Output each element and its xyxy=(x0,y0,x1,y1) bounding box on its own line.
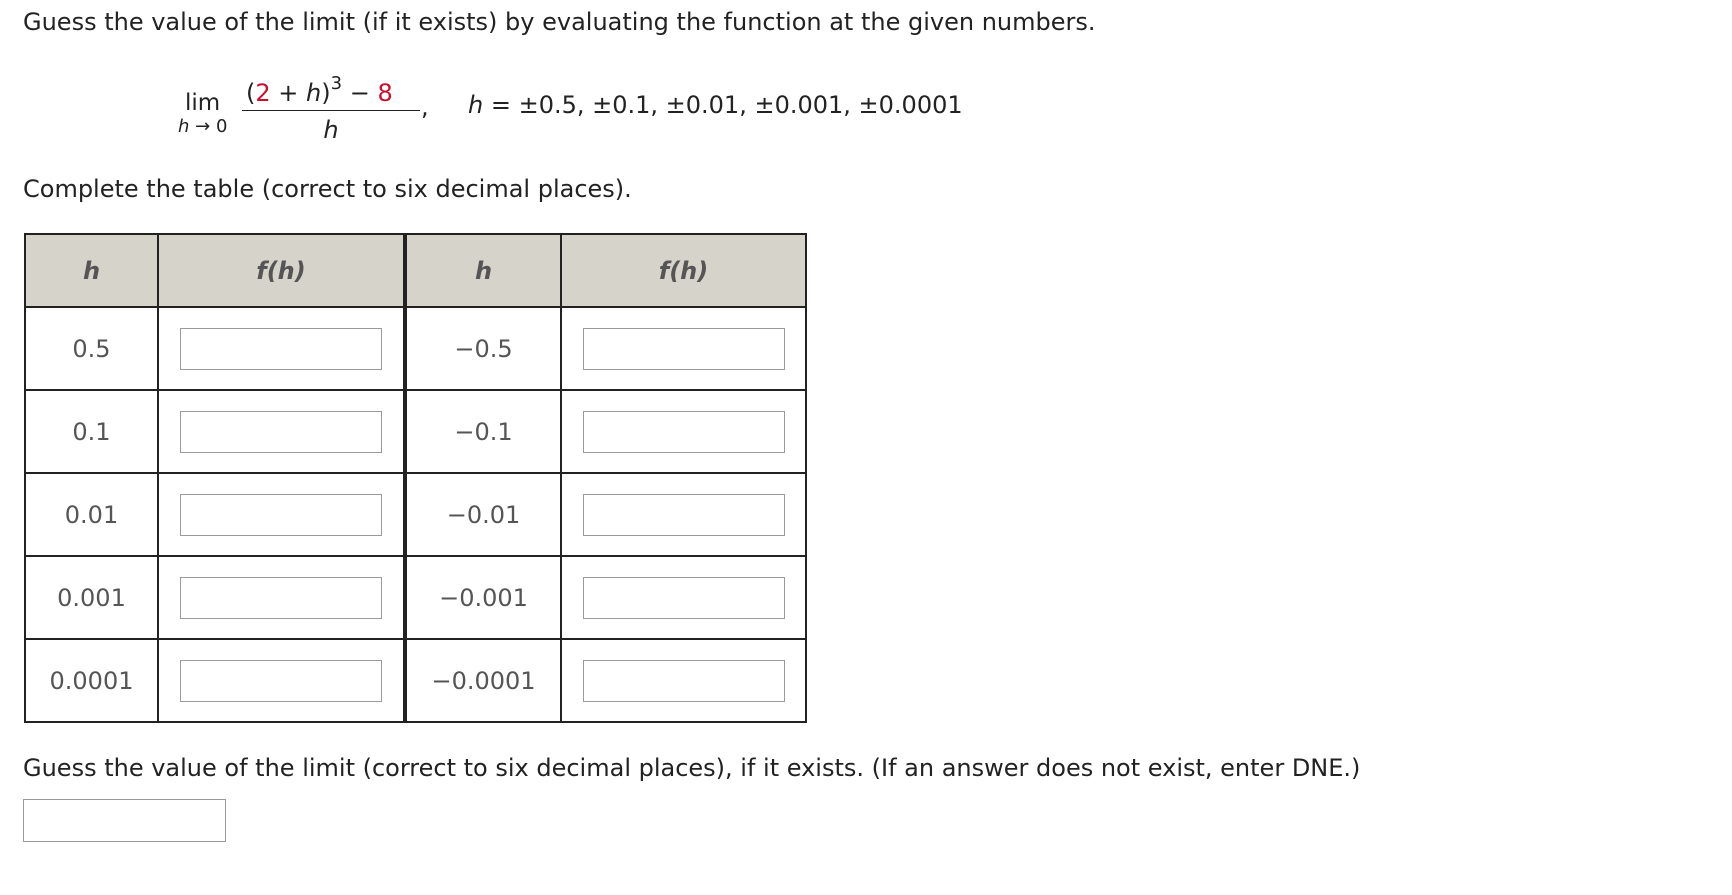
h-positive-value: 0.0001 xyxy=(25,639,158,722)
fh-negative-cell xyxy=(561,473,806,556)
fh-positive-input[interactable] xyxy=(180,577,382,619)
h-negative-value: −0.0001 xyxy=(405,639,561,722)
values-table xyxy=(24,233,807,723)
h-negative-value: −0.1 xyxy=(405,390,561,473)
table-row xyxy=(25,390,806,473)
limit-comma: , xyxy=(421,93,429,121)
table-row xyxy=(25,473,806,556)
fh-positive-cell xyxy=(158,556,405,639)
fh-positive-input[interactable] xyxy=(180,660,382,702)
numerator-subtrahend: 8 xyxy=(377,79,393,107)
denominator-variable: h xyxy=(323,116,339,144)
fh-negative-input[interactable] xyxy=(583,494,785,536)
numerator-close-paren: ) xyxy=(321,79,331,107)
limit-answer-input[interactable] xyxy=(23,799,226,842)
numerator-variable: h xyxy=(306,79,322,107)
fh-positive-input[interactable] xyxy=(180,328,382,370)
fh-negative-input[interactable] xyxy=(583,577,785,619)
numerator-constant: 2 xyxy=(255,79,271,107)
fh-negative-cell xyxy=(561,639,806,722)
h-positive-value: 0.001 xyxy=(25,556,158,639)
numerator-plus: + xyxy=(270,79,307,107)
fraction-numerator xyxy=(246,72,393,108)
fraction-bar xyxy=(242,110,420,111)
fh-positive-cell xyxy=(158,473,405,556)
question-instruction: Guess the value of the limit (if it exists) by evaluating the function at the given numbers. xyxy=(23,8,1096,36)
h-positive-value: 0.1 xyxy=(25,390,158,473)
fh-positive-input[interactable] xyxy=(180,411,382,453)
limit-arrow-icon: → xyxy=(195,116,211,137)
numerator-exponent: 3 xyxy=(330,73,343,94)
fh-negative-input[interactable] xyxy=(583,411,785,453)
h-negative-value: −0.01 xyxy=(405,473,561,556)
fh-positive-cell xyxy=(158,390,405,473)
limit-word: lim xyxy=(185,90,221,116)
limit-answer-instruction: Guess the value of the limit (correct to six decimal places), if it exists. (If an answer does not exist, enter DNE.) xyxy=(23,754,1361,782)
limit-subscript-target: 0 xyxy=(215,116,228,137)
fh-negative-cell xyxy=(561,307,806,390)
fh-negative-cell xyxy=(561,556,806,639)
fh-negative-input[interactable] xyxy=(583,328,785,370)
limit-subscript xyxy=(178,116,227,138)
table-row xyxy=(25,639,806,722)
numerator-minus: − xyxy=(342,79,378,107)
table-row xyxy=(25,307,806,390)
table-instruction: Complete the table (correct to six decimal places). xyxy=(23,175,632,203)
fh-positive-cell xyxy=(158,639,405,722)
fh-positive-cell xyxy=(158,307,405,390)
header-h-negative: h xyxy=(405,234,561,307)
fraction-denominator xyxy=(242,115,420,145)
fh-positive-input[interactable] xyxy=(180,494,382,536)
table-row xyxy=(25,556,806,639)
header-h-positive: h xyxy=(25,234,158,307)
h-values xyxy=(468,90,963,120)
h-positive-value: 0.01 xyxy=(25,473,158,556)
limit-subscript-var: h xyxy=(178,116,190,137)
h-values-variable: h xyxy=(468,91,484,119)
fh-negative-cell xyxy=(561,390,806,473)
numerator-open-paren: ( xyxy=(246,79,256,107)
h-negative-value: −0.001 xyxy=(405,556,561,639)
header-fh-negative: f(h) xyxy=(561,234,806,307)
header-fh-positive: f(h) xyxy=(158,234,405,307)
h-values-list: = ±0.5, ±0.1, ±0.01, ±0.001, ±0.0001 xyxy=(483,91,963,119)
h-negative-value: −0.5 xyxy=(405,307,561,390)
table-header-row xyxy=(25,234,806,307)
h-positive-value: 0.5 xyxy=(25,307,158,390)
fh-negative-input[interactable] xyxy=(583,660,785,702)
